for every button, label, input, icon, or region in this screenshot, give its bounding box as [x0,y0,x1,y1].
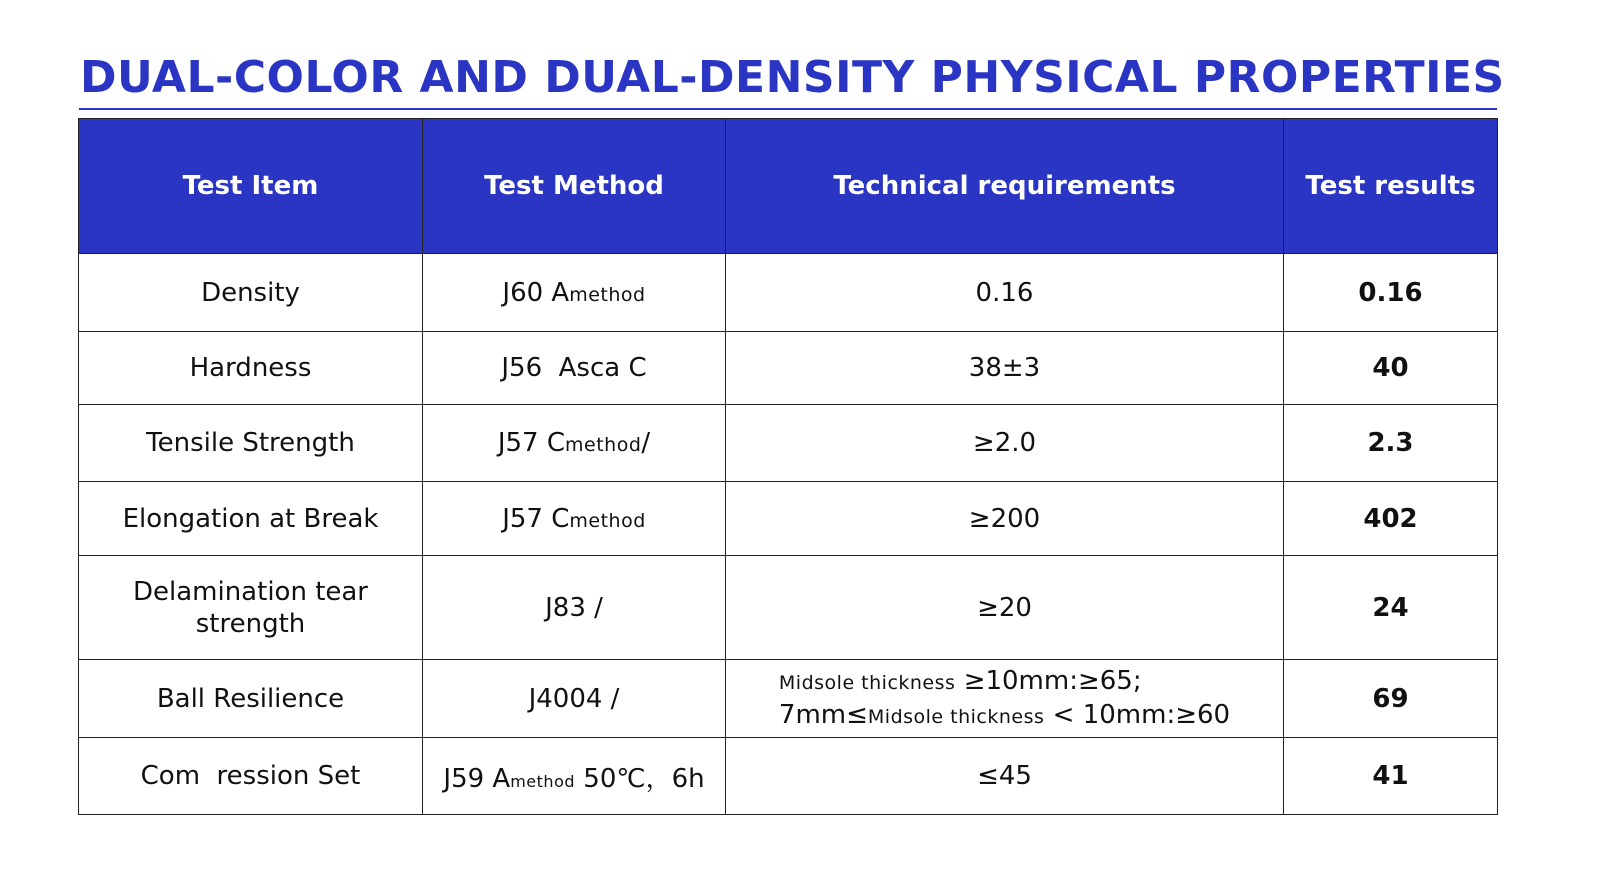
header-test-results: Test results [1284,119,1498,254]
method-main: J57 C [497,428,566,458]
cell-test-method [423,254,726,332]
cell-test-method [423,405,726,482]
cell-requirement: ≤45 [726,738,1284,815]
header-test-method: Test Method [423,119,726,254]
cell-requirement: 0.16 [726,254,1284,332]
cell-requirement: 38±3 [726,332,1284,405]
cell-requirement: ≥20 [726,556,1284,660]
requirement-line-1-sub: Midsole thickness [778,671,956,694]
table-row [79,660,1498,738]
cell-result: 69 [1284,660,1498,738]
cell-test-method [423,738,726,815]
table-row [79,332,1498,405]
method-main: J59 A [443,763,511,794]
method-main: J56 Asca C [501,353,647,383]
table-header-row [79,119,1498,254]
cell-test-method [423,482,726,556]
cell-test-method [423,332,726,405]
cell-test-method [423,556,726,660]
cell-test-item: Elongation at Break [79,482,423,556]
requirement-line-2 [779,700,1230,730]
table-row [79,482,1498,556]
requirement-line-2-sub: Midsole thickness [867,705,1045,728]
title-underline [79,108,1497,110]
properties-table [78,118,1498,815]
cell-result: 41 [1284,738,1498,815]
method-sub: method [569,283,646,306]
cell-test-item: Tensile Strength [79,405,423,482]
table-row [79,405,1498,482]
method-main: J57 C [502,503,570,534]
cell-requirement: ≥200 [726,482,1284,556]
cell-test-method [423,660,726,738]
requirement-line-2-pre: 7mm≤ [778,699,868,730]
requirement-two-line [779,665,1230,733]
method-tail: / [641,428,651,458]
cell-test-item: Density [79,254,423,332]
cell-result: 2.3 [1284,405,1498,482]
cell-result: 402 [1284,482,1498,556]
header-technical-requirements: Technical requirements [726,119,1284,254]
requirement-line-2-main: < 10mm:≥60 [1052,699,1231,730]
cell-test-item: Ball Resilience [79,660,423,738]
requirement-line-1-main: ≥10mm:≥65; [963,665,1142,696]
table-row [79,556,1498,660]
cell-test-item: Delamination tear strength [79,556,423,660]
page-title: DUAL-COLOR AND DUAL-DENSITY PHYSICAL PROPERTIES [80,52,1505,103]
table-row [79,254,1498,332]
cell-result: 24 [1284,556,1498,660]
method-main: J83 / [545,592,603,623]
method-tail: 50℃，6h [583,763,705,794]
cell-requirement [726,660,1284,738]
cell-requirement: ≥2.0 [726,405,1284,482]
method-main: J4004 / [528,683,620,714]
cell-result: 0.16 [1284,254,1498,332]
header-test-item: Test Item [79,119,423,254]
cell-result: 40 [1284,332,1498,405]
cell-test-item: Hardness [79,332,423,405]
method-sub: method [569,509,646,532]
method-sub: method [565,434,642,456]
cell-test-item: Com ression Set [79,738,423,815]
method-main: J60 A [502,277,570,308]
method-sub: method [510,771,576,791]
table-row [79,738,1498,815]
requirement-line-1 [779,666,1142,696]
